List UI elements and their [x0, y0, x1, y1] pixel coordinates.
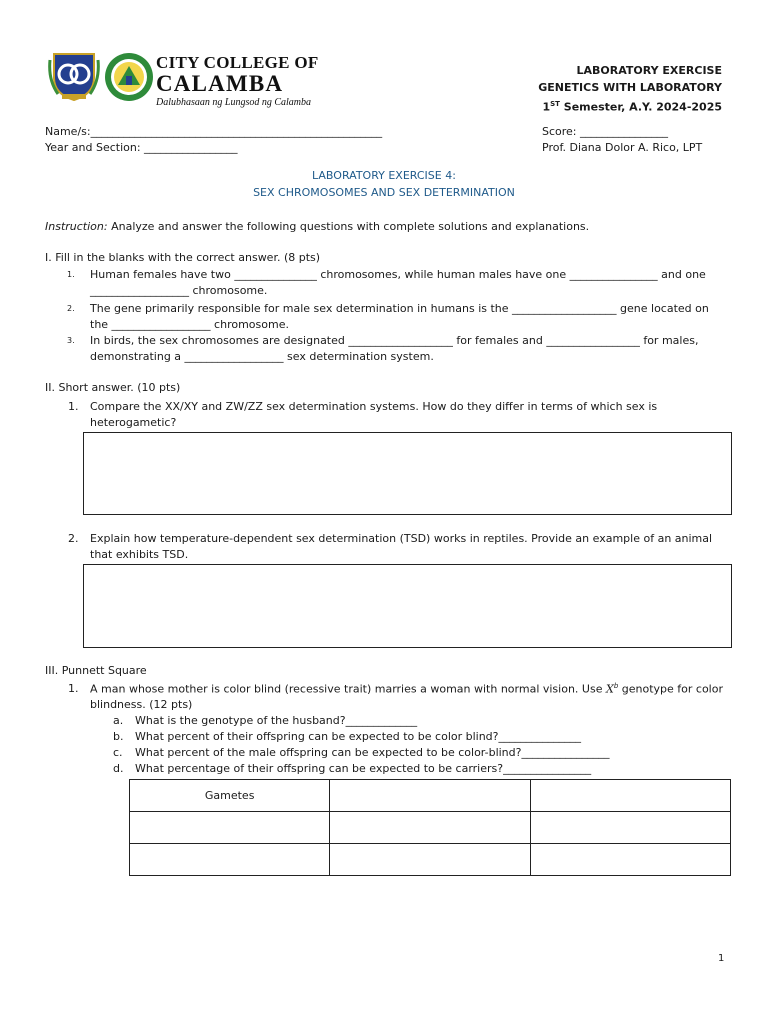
s1-q2-line1: The gene primarily responsible for male sex determination in humans is the ___________________ gene located on	[90, 302, 709, 315]
s2-q2-number: 2.	[68, 532, 79, 545]
s3-sub-c-letter: c.	[113, 746, 123, 759]
table-cell[interactable]	[330, 780, 530, 812]
name-field: Name/s:_____________________________________________________	[45, 125, 383, 138]
exercise-topic-title: SEX CHROMOSOMES AND SEX DETERMINATION	[253, 186, 515, 199]
s1-q3-line1: In birds, the sex chromosomes are designated ___________________ for females and _________________ for males,	[90, 334, 699, 347]
genotype-symbol: X	[605, 682, 614, 696]
table-header-gametes: Gametes	[130, 780, 330, 812]
exercise-number-title: LABORATORY EXERCISE 4:	[312, 169, 456, 182]
s1-q1-line1: Human females have two _______________ chromosomes, while human males have one ________________ and one	[90, 268, 706, 281]
s1-q2-line2: the __________________ chromosome.	[90, 318, 289, 331]
s2-q2-answer-box[interactable]	[83, 564, 732, 648]
header-lab-exercise: LABORATORY EXERCISE	[576, 64, 722, 77]
section2-heading: II. Short answer. (10 pts)	[45, 381, 181, 394]
table-cell[interactable]	[130, 812, 330, 844]
s3-sub-b-letter: b.	[113, 730, 124, 743]
ccc-seal-logo	[104, 52, 154, 102]
s1-q1-line2: __________________ chromosome.	[90, 284, 268, 297]
punnett-square-table	[129, 779, 731, 876]
s3-sub-c-text: What percent of the male offspring can be expected to be color-blind?________________	[135, 746, 610, 759]
s1-q3-line2: demonstrating a __________________ sex determination system.	[90, 350, 434, 363]
s3-q1-line2: blindness. (12 pts)	[90, 698, 193, 711]
professor-name: Prof. Diana Dolor A. Rico, LPT	[542, 141, 703, 154]
s2-q2-line1: Explain how temperature-dependent sex determination (TSD) works in reptiles. Provide an example of an animal	[90, 532, 713, 545]
s1-q3-number: 3.	[67, 336, 75, 345]
s2-q1-number: 1.	[68, 400, 79, 413]
s3-sub-b-text: What percent of their offspring can be expected to be color blind?_______________	[135, 730, 582, 743]
table-cell[interactable]	[530, 780, 730, 812]
s1-q2-number: 2.	[67, 304, 75, 313]
table-cell[interactable]	[130, 844, 330, 876]
table-row	[130, 844, 731, 876]
s3-sub-d-letter: d.	[113, 762, 124, 775]
table-row	[130, 812, 731, 844]
table-cell[interactable]	[330, 844, 530, 876]
table-row	[130, 780, 731, 812]
ccc-shield-logo	[48, 50, 100, 102]
table-cell[interactable]	[530, 844, 730, 876]
s3-sub-d-text: What percentage of their offspring can be expected to be carriers?________________	[135, 762, 592, 775]
college-name	[156, 54, 319, 108]
instruction-text: Instruction: Analyze and answer the following questions with complete solutions and explanations.	[45, 220, 590, 233]
college-tagline: Dalubhasaan ng Lungsod ng Calamba	[156, 97, 312, 108]
s2-q1-line1: Compare the XX/XY and ZW/ZZ sex determination systems. How do they differ in terms of which sex is	[90, 400, 658, 413]
score-field: Score: ________________	[542, 125, 669, 138]
header-right-block	[538, 62, 722, 116]
s3-sub-a-letter: a.	[113, 714, 124, 727]
s2-q2-line2: that exhibits TSD.	[90, 548, 189, 561]
header-course: GENETICS WITH LABORATORY	[538, 81, 722, 94]
year-section-field: Year and Section: _________________	[45, 141, 238, 154]
header-semester: 1ST Semester, A.Y. 2024-2025	[542, 100, 722, 114]
s3-q1-line1: A man whose mother is color blind (recessive trait) marries a woman with normal vision. Use $X^b$ genotype for color	[90, 682, 723, 696]
s3-q1-number: 1.	[68, 682, 79, 695]
s1-q1-number: 1.	[67, 270, 75, 279]
college-name-line2: CALAMBA	[156, 71, 284, 96]
table-cell[interactable]	[530, 812, 730, 844]
s3-sub-a-text: What is the genotype of the husband?_____________	[135, 714, 418, 727]
table-cell[interactable]	[330, 812, 530, 844]
page-number: 1	[718, 953, 725, 964]
section1-heading: I. Fill in the blanks with the correct answer. (8 pts)	[45, 251, 321, 264]
section3-heading: III. Punnett Square	[45, 664, 147, 677]
s2-q1-line2: heterogametic?	[90, 416, 177, 429]
college-name-line1: CITY COLLEGE OF	[156, 53, 319, 72]
s2-q1-answer-box[interactable]	[83, 432, 732, 515]
